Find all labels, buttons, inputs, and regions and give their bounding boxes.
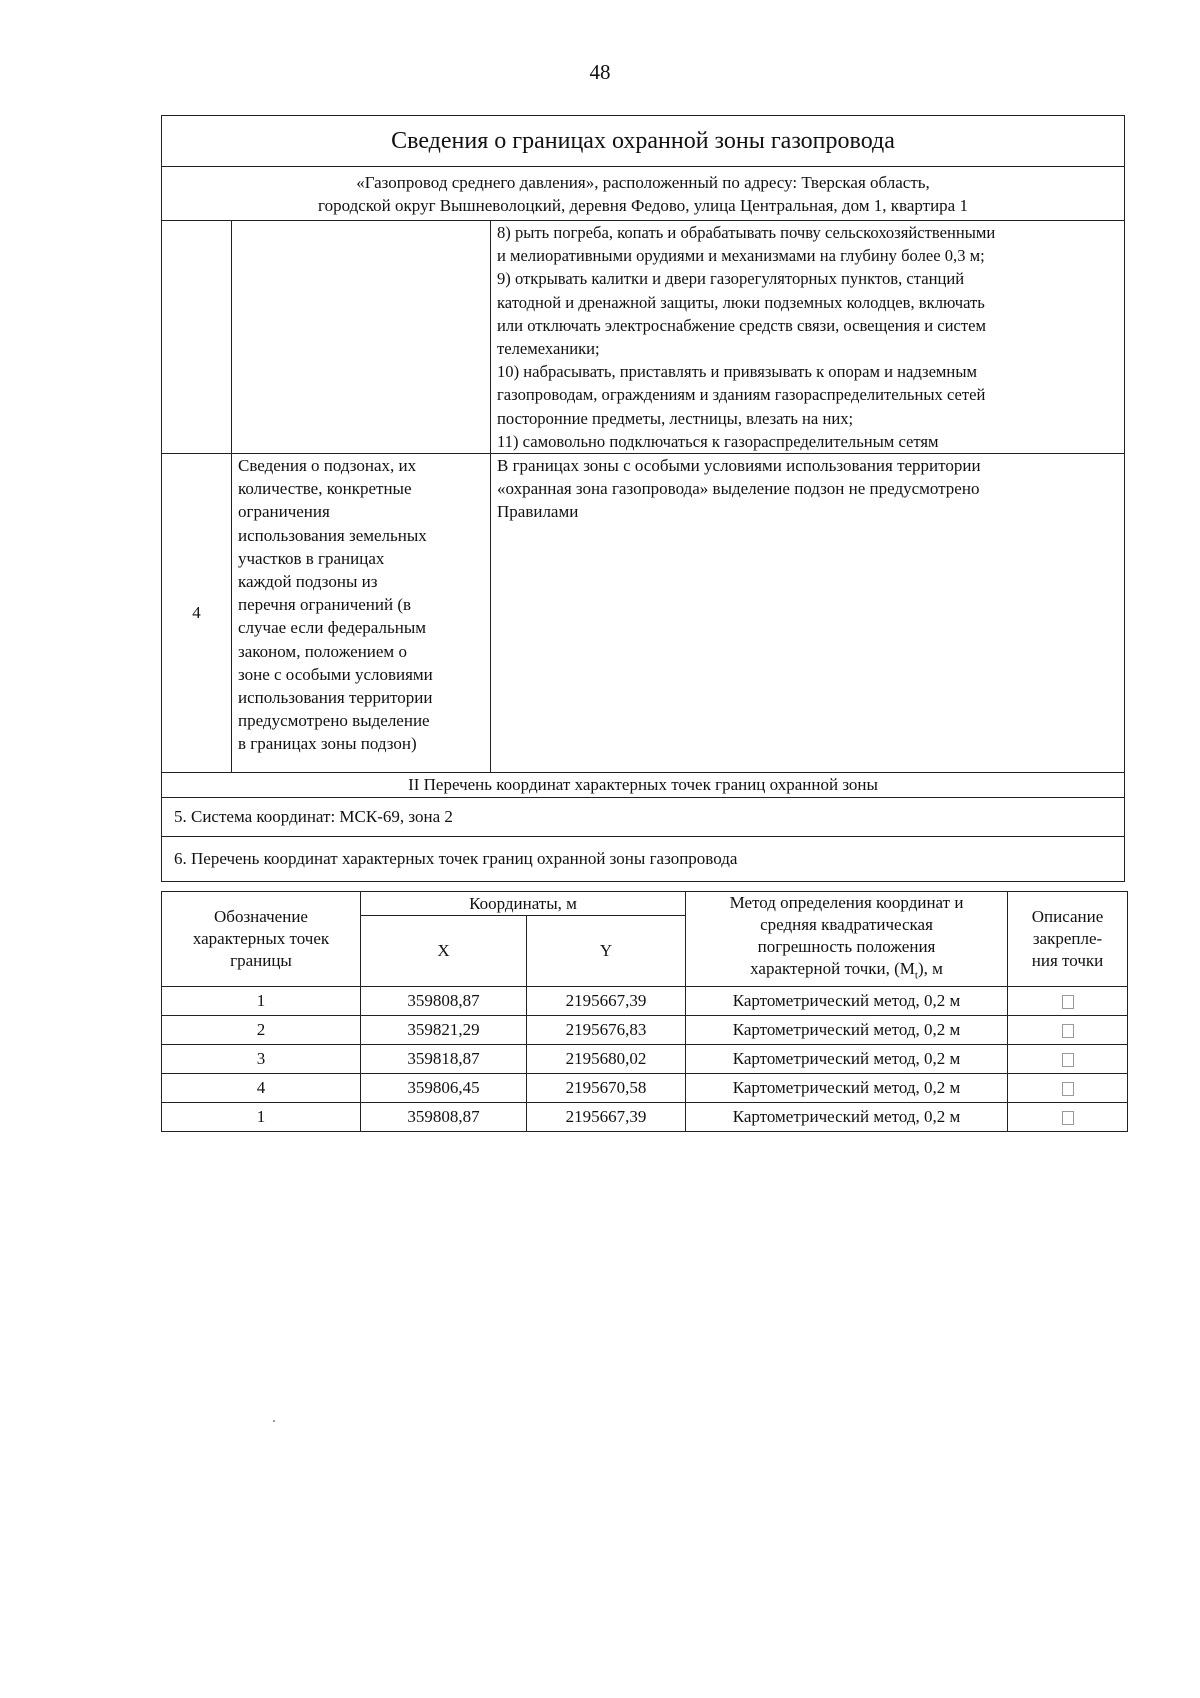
method-value: Картометрический метод, 0,2 м: [686, 987, 1008, 1016]
subzones-label-cell: [232, 454, 491, 773]
points-header-row: [162, 892, 1128, 916]
table-row: [162, 1103, 1128, 1132]
point-number: 3: [162, 1045, 361, 1074]
text-line: зоне с особыми условиями: [238, 664, 433, 684]
table-row: [162, 1016, 1128, 1045]
address-line: «Газопровод среднего давления», расположенный по адресу: Тверская область,: [356, 173, 930, 192]
x-value: 359808,87: [361, 987, 527, 1016]
empty-box-icon: [1062, 1082, 1074, 1096]
text-line: 9) открывать калитки и двери газорегуляторных пунктов, станций: [497, 269, 965, 289]
method-value: Картометрический метод, 0,2 м: [686, 1103, 1008, 1132]
coordinates-header: Координаты, м: [361, 892, 686, 916]
table-row: [162, 1045, 1128, 1074]
restrictions-row: [162, 221, 1125, 454]
x-value: 359818,87: [361, 1045, 527, 1074]
table-row: [162, 1074, 1128, 1103]
zone-info-table: [161, 115, 1125, 882]
method-header: Метод определения координат и средняя квадратическая погрешность положения характерной точки, $(M_t)$, м: [686, 892, 1008, 987]
point-number: 1: [162, 1103, 361, 1132]
text-line: или отключать электроснабжение средств связи, освещения и систем: [497, 315, 986, 335]
table-row: [162, 987, 1128, 1016]
points-table: [161, 891, 1128, 1132]
coord-system-row: [162, 798, 1125, 837]
empty-label-cell: [232, 221, 491, 454]
text-line: телемеханики;: [497, 339, 600, 359]
text-line: количестве, конкретные: [238, 479, 412, 499]
subzones-row: [162, 454, 1125, 773]
text-line: предусмотрено выделение: [238, 711, 430, 731]
restrictions-cell: [491, 221, 1125, 454]
y-value: 2195670,58: [527, 1074, 686, 1103]
text-line: «охранная зона газопровода» выделение подзон не предусмотрено: [497, 479, 980, 499]
text-line: случае если федеральным: [238, 618, 427, 638]
text-line: каждой подзоны из: [238, 572, 378, 592]
points-title: 6. Перечень координат характерных точек границ охранной зоны газопровода: [162, 837, 1125, 882]
points-title-row: [162, 837, 1125, 882]
description-cell: [1008, 1045, 1128, 1074]
x-header: X: [361, 916, 527, 987]
scan-speck: [273, 1420, 275, 1422]
text-line: катодной и дренажной защиты, люки подземных колодцев, включать: [497, 292, 985, 312]
method-value: Картометрический метод, 0,2 м: [686, 1045, 1008, 1074]
empty-box-icon: [1062, 1053, 1074, 1067]
address-line: городской округ Вышневолоцкий, деревня Федово, улица Центральная, дом 1, квартира 1: [318, 196, 968, 215]
point-number: 1: [162, 987, 361, 1016]
text-line: газопроводам, ограждениям и зданиям газораспределительных сетей: [497, 385, 986, 405]
x-value: 359821,29: [361, 1016, 527, 1045]
method-value: Картометрический метод, 0,2 м: [686, 1074, 1008, 1103]
address-row: [162, 167, 1125, 221]
text-line: ограничения: [238, 502, 330, 522]
empty-box-icon: [1062, 995, 1074, 1009]
y-value: 2195667,39: [527, 987, 686, 1016]
point-number: 2: [162, 1016, 361, 1045]
y-value: 2195676,83: [527, 1016, 686, 1045]
title-row: [162, 116, 1125, 167]
page-number: 48: [589, 60, 611, 84]
text-line: перечня ограничений (в: [238, 595, 412, 615]
text-line: и мелиоративными орудиями и механизмами на глубину более 0,3 м;: [497, 246, 985, 266]
text-line: посторонние предметы, лестницы, влезать на них;: [497, 408, 854, 428]
x-value: 359806,45: [361, 1074, 527, 1103]
description-header: Описание закрепле- ния точки: [1008, 892, 1128, 987]
description-cell: [1008, 1103, 1128, 1132]
text-line: использования земельных: [238, 525, 427, 545]
y-header: Y: [527, 916, 686, 987]
empty-box-icon: [1062, 1111, 1074, 1125]
method-value: Картометрический метод, 0,2 м: [686, 1016, 1008, 1045]
section2-row: [162, 773, 1125, 798]
object-address: [162, 167, 1125, 221]
text-line: В границах зоны с особыми условиями использования территории: [497, 456, 981, 476]
empty-number-cell: [162, 221, 232, 454]
text-line: в границах зоны подзон): [238, 734, 417, 754]
x-value: 359808,87: [361, 1103, 527, 1132]
text-line: 8) рыть погреба, копать и обрабатывать почву сельскохозяйственными: [497, 223, 996, 242]
y-value: 2195680,02: [527, 1045, 686, 1074]
text-line: 10) набрасывать, приставлять и привязывать к опорам и надземным: [497, 362, 977, 382]
y-value: 2195667,39: [527, 1103, 686, 1132]
row-number: 4: [162, 454, 232, 773]
point-number: 4: [162, 1074, 361, 1103]
subzones-value-cell: [491, 454, 1125, 773]
text-line: использования территории: [238, 688, 433, 708]
section2-title: II Перечень координат характерных точек границ охранной зоны: [162, 773, 1125, 798]
description-cell: [1008, 1016, 1128, 1045]
text-line: участков в границах: [238, 548, 385, 568]
designation-header: Обозначение характерных точек границы: [162, 892, 361, 987]
coord-system: 5. Система координат: МСК-69, зона 2: [162, 798, 1125, 837]
empty-box-icon: [1062, 1024, 1074, 1038]
text-line: Правилами: [497, 502, 579, 522]
text-line: законом, положением о: [238, 641, 407, 661]
document-title: Сведения о границах охранной зоны газопровода: [162, 116, 1125, 167]
description-cell: [1008, 1074, 1128, 1103]
description-cell: [1008, 987, 1128, 1016]
text-line: 11) самовольно подключаться к газораспределительным сетям: [497, 431, 939, 451]
text-line: Сведения о подзонах, их: [238, 456, 417, 476]
